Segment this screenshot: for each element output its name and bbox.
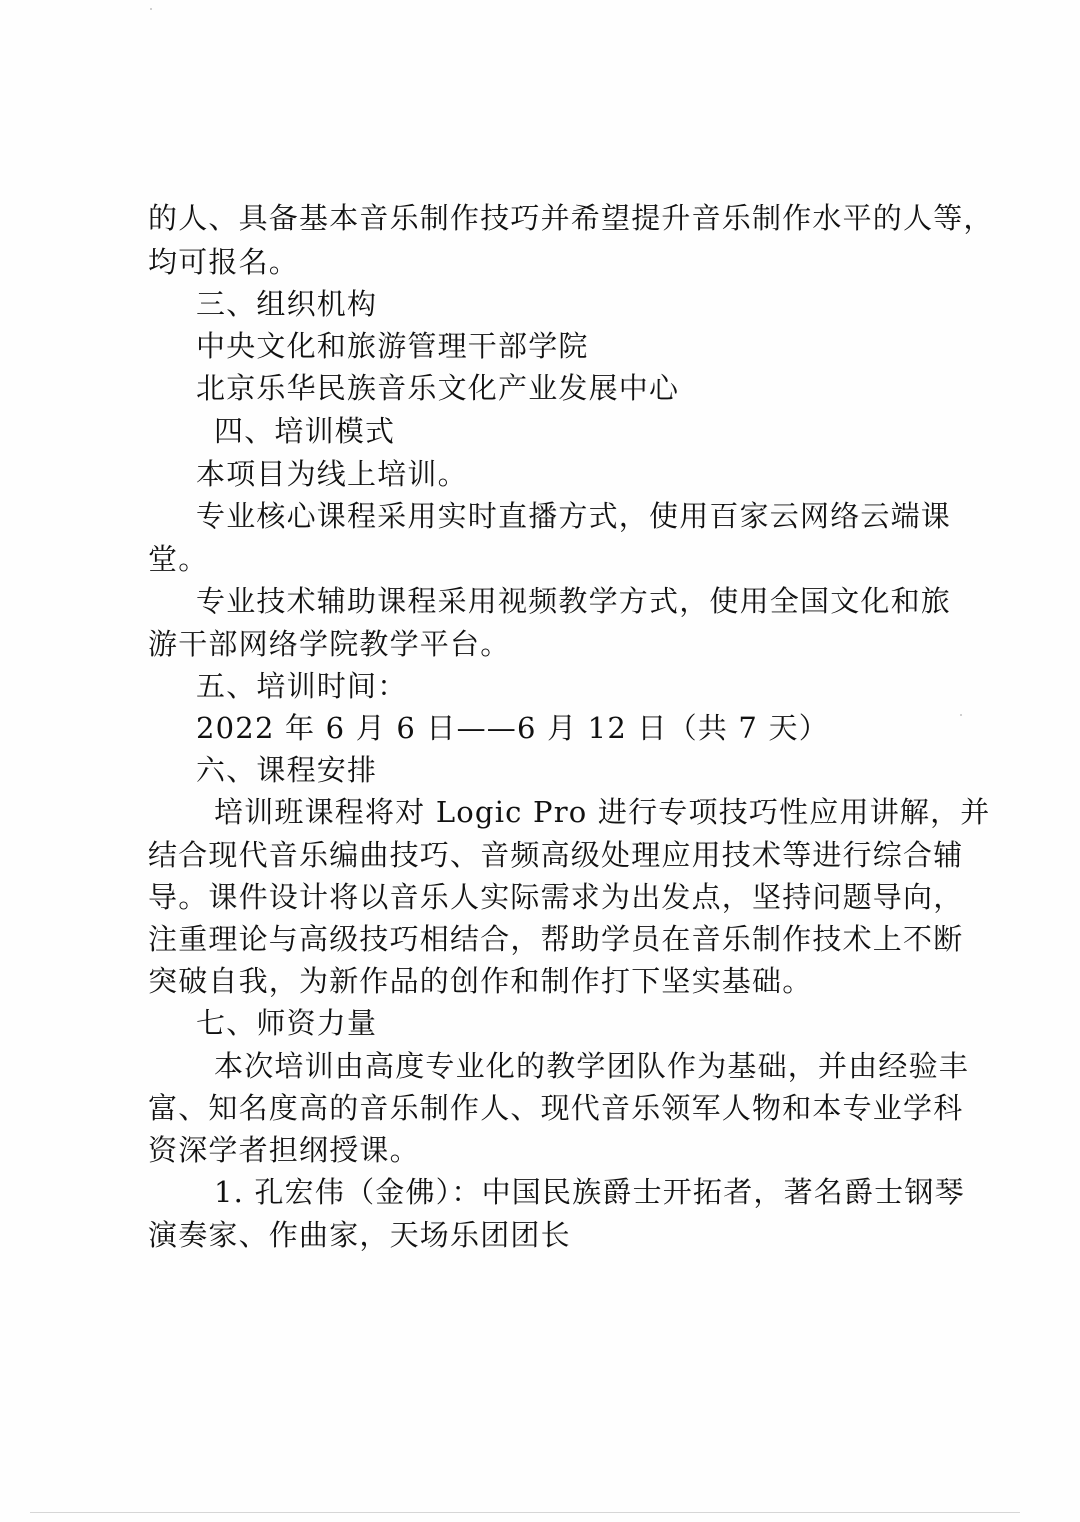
section-heading-organization: 三、组织机构 (196, 287, 378, 321)
body-text-line: 均可报名。 (148, 245, 300, 279)
section-heading-training-mode: 四、培训模式 (214, 414, 396, 448)
body-text-line: 注重理论与高级技巧相结合，帮助学员在音乐制作技术上不断 (148, 922, 964, 956)
body-text-line: 培训班课程将对 Logic Pro 进行专项技巧性应用讲解，并 (214, 795, 991, 829)
body-text-line: 结合现代音乐编曲技巧、音频高级处理应用技术等进行综合辅 (148, 838, 964, 872)
faculty-list-item: 1. 孔宏伟（金佛）：中国民族爵士开拓者，著名爵士钢琴 (214, 1175, 965, 1209)
body-text-line: 演奏家、作曲家，天场乐团团长 (148, 1218, 571, 1252)
body-text-line: 堂。 (148, 542, 209, 576)
organizer-name: 北京乐华民族音乐文化产业发展中心 (196, 371, 680, 405)
section-heading-course-arrangement: 六、课程安排 (196, 753, 378, 787)
body-text-line: 本项目为线上培训。 (196, 457, 468, 491)
body-text-line: 资深学者担纲授课。 (148, 1133, 420, 1167)
scan-speck (150, 8, 152, 10)
body-text-line: 专业核心课程采用实时直播方式，使用百家云网络云端课 (196, 499, 952, 533)
body-text-line: 游干部网络学院教学平台。 (148, 627, 511, 661)
body-text-line: 本次培训由高度专业化的教学团队作为基础，并由经验丰 (214, 1049, 970, 1083)
body-text-line: 的人、具备基本音乐制作技巧并希望提升音乐制作水平的人等， (148, 201, 994, 235)
page-bottom-edge (30, 1512, 1020, 1513)
section-heading-faculty: 七、师资力量 (196, 1006, 378, 1040)
body-text-line: 导。课件设计将以音乐人实际需求为出发点，坚持问题导向， (148, 880, 964, 914)
section-heading-training-time: 五、培训时间： (196, 669, 408, 703)
training-date-range: 2022 年 6 月 6 日——6 月 12 日（共 7 天） (196, 711, 829, 745)
body-text-line: 富、知名度高的音乐制作人、现代音乐领军人物和本专业学科 (148, 1091, 964, 1125)
organizer-name: 中央文化和旅游管理干部学院 (196, 329, 589, 363)
body-text-line: 专业技术辅助课程采用视频教学方式，使用全国文化和旅 (196, 584, 952, 618)
body-text-line: 突破自我，为新作品的创作和制作打下坚实基础。 (148, 964, 813, 998)
scan-speck (960, 714, 962, 716)
